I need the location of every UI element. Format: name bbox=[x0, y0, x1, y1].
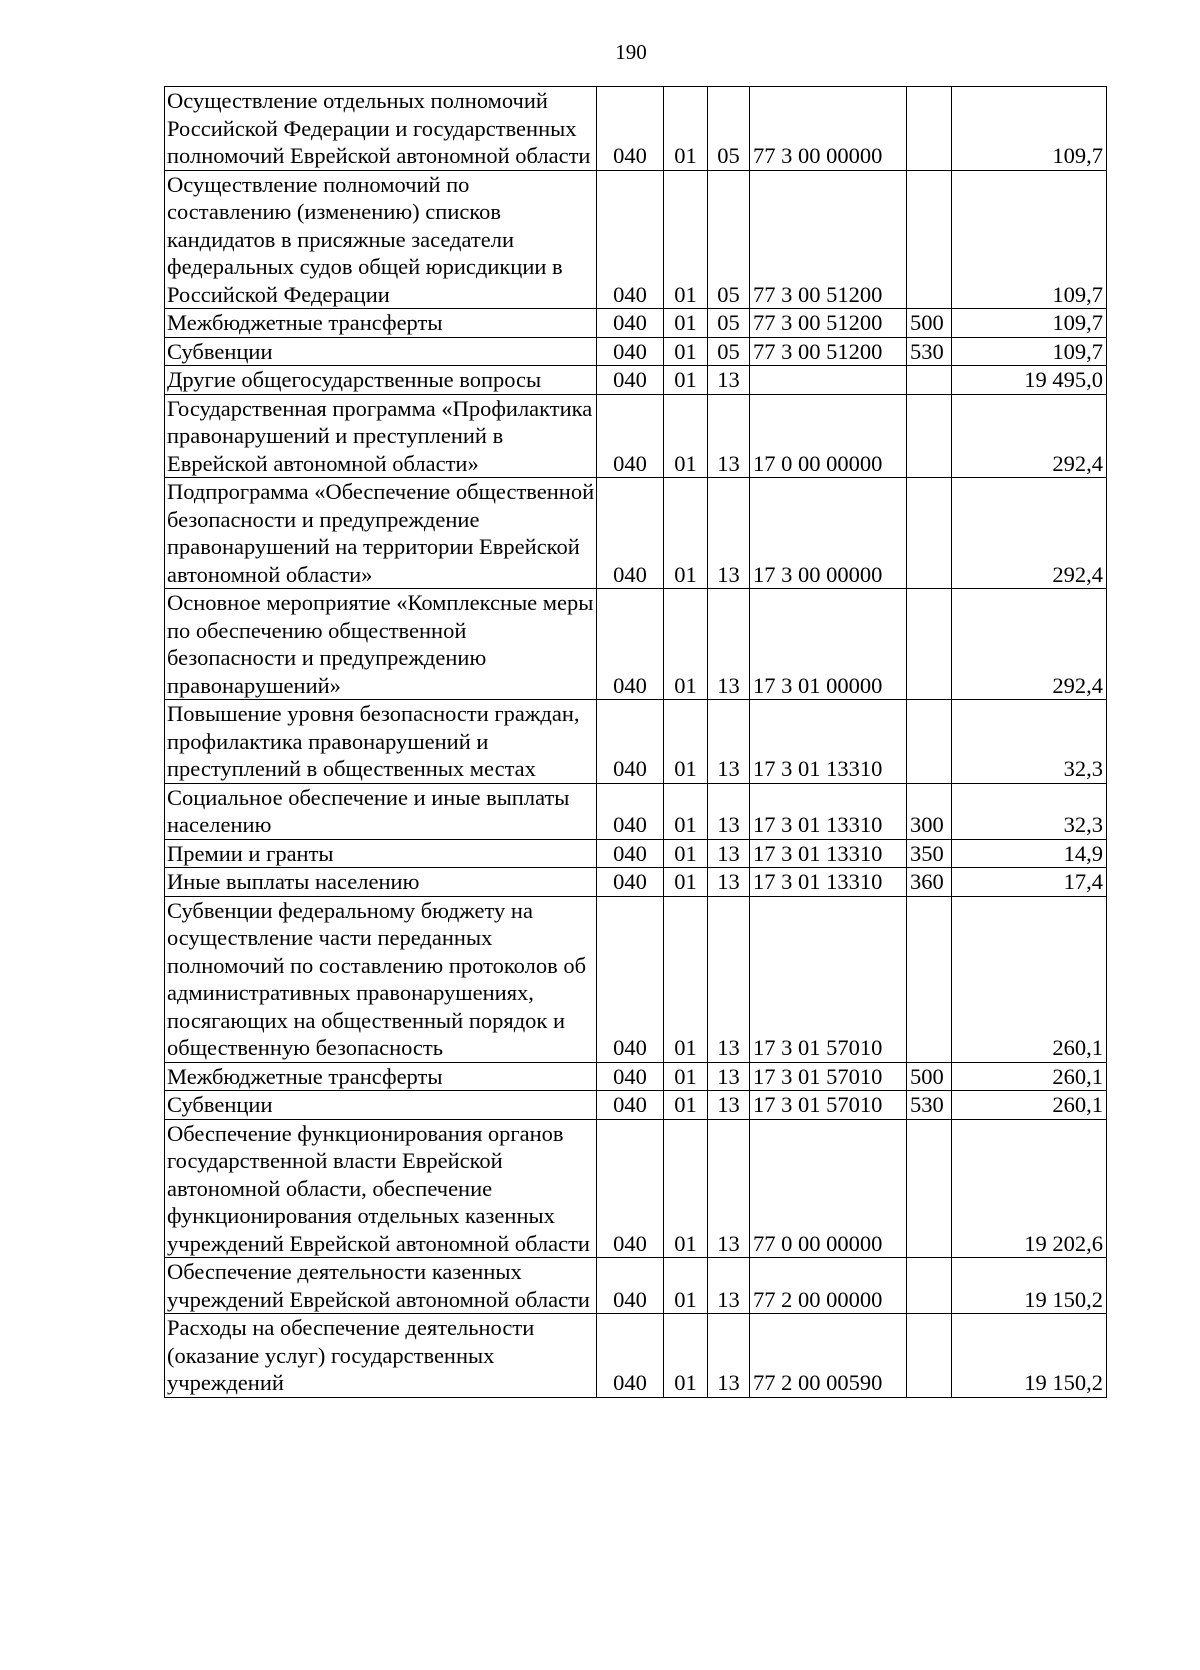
expense-kind-cell: 350 bbox=[907, 839, 952, 868]
expense-kind-cell: 360 bbox=[907, 868, 952, 897]
expense-kind-cell bbox=[907, 1314, 952, 1398]
expense-kind-cell bbox=[907, 896, 952, 1062]
table-row bbox=[165, 1314, 1107, 1398]
ministry-code-cell: 040 bbox=[597, 478, 664, 589]
section-cell: 01 bbox=[664, 366, 708, 395]
ministry-code-cell: 040 bbox=[597, 1119, 664, 1258]
table-row bbox=[165, 839, 1107, 868]
section-cell: 01 bbox=[664, 896, 708, 1062]
subsection-cell: 13 bbox=[708, 896, 750, 1062]
section-cell: 01 bbox=[664, 839, 708, 868]
ministry-code-cell: 040 bbox=[597, 896, 664, 1062]
expense-name-cell: Иные выплаты населению bbox=[165, 868, 597, 897]
ministry-code-cell: 040 bbox=[597, 170, 664, 309]
subsection-cell: 13 bbox=[708, 1119, 750, 1258]
target-article-cell: 77 3 00 51200 bbox=[750, 170, 907, 309]
table-row bbox=[165, 478, 1107, 589]
expense-name-cell: Подпрограмма «Обеспечение общественной безопасности и предупреждение правонарушений на территории Еврейской автономной области» bbox=[165, 478, 597, 589]
table-row bbox=[165, 394, 1107, 478]
target-article-cell: 17 3 01 57010 bbox=[750, 1091, 907, 1120]
amount-cell: 109,7 bbox=[952, 309, 1107, 338]
table-row bbox=[165, 700, 1107, 784]
expense-name-cell: Межбюджетные трансферты bbox=[165, 309, 597, 338]
amount-cell: 19 150,2 bbox=[952, 1258, 1107, 1314]
ministry-code-cell: 040 bbox=[597, 366, 664, 395]
expense-kind-cell: 300 bbox=[907, 783, 952, 839]
amount-cell: 17,4 bbox=[952, 868, 1107, 897]
section-cell: 01 bbox=[664, 309, 708, 338]
target-article-cell: 17 0 00 00000 bbox=[750, 394, 907, 478]
expense-kind-cell bbox=[907, 1119, 952, 1258]
section-cell: 01 bbox=[664, 1314, 708, 1398]
ministry-code-cell: 040 bbox=[597, 87, 664, 171]
subsection-cell: 13 bbox=[708, 1258, 750, 1314]
expense-kind-cell bbox=[907, 1258, 952, 1314]
ministry-code-cell: 040 bbox=[597, 1314, 664, 1398]
subsection-cell: 13 bbox=[708, 1091, 750, 1120]
expense-kind-cell bbox=[907, 87, 952, 171]
expense-kind-cell: 500 bbox=[907, 1062, 952, 1091]
target-article-cell: 17 3 01 13310 bbox=[750, 783, 907, 839]
expense-name-cell: Субвенции bbox=[165, 1091, 597, 1120]
section-cell: 01 bbox=[664, 394, 708, 478]
ministry-code-cell: 040 bbox=[597, 700, 664, 784]
subsection-cell: 05 bbox=[708, 170, 750, 309]
section-cell: 01 bbox=[664, 700, 708, 784]
amount-cell: 19 495,0 bbox=[952, 366, 1107, 395]
ministry-code-cell: 040 bbox=[597, 1258, 664, 1314]
target-article-cell bbox=[750, 366, 907, 395]
expense-name-cell: Осуществление полномочий по составлению (изменению) списков кандидатов в присяжные заседатели федеральных судов общей юрисдикции в Российской Федерации bbox=[165, 170, 597, 309]
section-cell: 01 bbox=[664, 589, 708, 700]
ministry-code-cell: 040 bbox=[597, 783, 664, 839]
ministry-code-cell: 040 bbox=[597, 309, 664, 338]
amount-cell: 14,9 bbox=[952, 839, 1107, 868]
expense-name-cell: Обеспечение функционирования органов государственной власти Еврейской автономной области, обеспечение функционирования отдельных казенных учреждений Еврейской автономной области bbox=[165, 1119, 597, 1258]
subsection-cell: 13 bbox=[708, 1062, 750, 1091]
section-cell: 01 bbox=[664, 868, 708, 897]
expense-kind-cell bbox=[907, 700, 952, 784]
table-row bbox=[165, 896, 1107, 1062]
amount-cell: 109,7 bbox=[952, 337, 1107, 366]
amount-cell: 32,3 bbox=[952, 783, 1107, 839]
subsection-cell: 13 bbox=[708, 478, 750, 589]
table-row bbox=[165, 87, 1107, 171]
expense-name-cell: Повышение уровня безопасности граждан, профилактика правонарушений и преступлений в общественных местах bbox=[165, 700, 597, 784]
target-article-cell: 17 3 01 13310 bbox=[750, 868, 907, 897]
subsection-cell: 05 bbox=[708, 337, 750, 366]
expense-name-cell: Осуществление отдельных полномочий Российской Федерации и государственных полномочий Еврейской автономной области bbox=[165, 87, 597, 171]
table-row bbox=[165, 1091, 1107, 1120]
table-body bbox=[165, 87, 1107, 1398]
subsection-cell: 13 bbox=[708, 839, 750, 868]
table-row bbox=[165, 1258, 1107, 1314]
ministry-code-cell: 040 bbox=[597, 1091, 664, 1120]
expense-kind-cell: 500 bbox=[907, 309, 952, 338]
ministry-code-cell: 040 bbox=[597, 589, 664, 700]
expense-kind-cell bbox=[907, 394, 952, 478]
target-article-cell: 77 2 00 00590 bbox=[750, 1314, 907, 1398]
amount-cell: 292,4 bbox=[952, 478, 1107, 589]
table-row bbox=[165, 783, 1107, 839]
table-row bbox=[165, 1119, 1107, 1258]
subsection-cell: 13 bbox=[708, 1314, 750, 1398]
budget-table bbox=[164, 86, 1107, 1398]
table-row bbox=[165, 589, 1107, 700]
target-article-cell: 77 3 00 51200 bbox=[750, 309, 907, 338]
subsection-cell: 13 bbox=[708, 366, 750, 395]
expense-name-cell: Субвенции федеральному бюджету на осуществление части переданных полномочий по составлению протоколов об административных правонарушениях, посягающих на общественный порядок и общественную безопасность bbox=[165, 896, 597, 1062]
section-cell: 01 bbox=[664, 337, 708, 366]
amount-cell: 32,3 bbox=[952, 700, 1107, 784]
target-article-cell: 77 3 00 00000 bbox=[750, 87, 907, 171]
section-cell: 01 bbox=[664, 1091, 708, 1120]
section-cell: 01 bbox=[664, 87, 708, 171]
subsection-cell: 13 bbox=[708, 783, 750, 839]
amount-cell: 292,4 bbox=[952, 394, 1107, 478]
target-article-cell: 17 3 01 00000 bbox=[750, 589, 907, 700]
expense-name-cell: Обеспечение деятельности казенных учреждений Еврейской автономной области bbox=[165, 1258, 597, 1314]
table-row bbox=[165, 337, 1107, 366]
page-number: 190 bbox=[615, 40, 647, 64]
section-cell: 01 bbox=[664, 1258, 708, 1314]
subsection-cell: 13 bbox=[708, 868, 750, 897]
expense-kind-cell: 530 bbox=[907, 1091, 952, 1120]
expense-name-cell: Субвенции bbox=[165, 337, 597, 366]
expense-name-cell: Расходы на обеспечение деятельности (оказание услуг) государственных учреждений bbox=[165, 1314, 597, 1398]
target-article-cell: 77 3 00 51200 bbox=[750, 337, 907, 366]
subsection-cell: 13 bbox=[708, 394, 750, 478]
section-cell: 01 bbox=[664, 1062, 708, 1091]
table-row bbox=[165, 366, 1107, 395]
amount-cell: 260,1 bbox=[952, 1062, 1107, 1091]
ministry-code-cell: 040 bbox=[597, 394, 664, 478]
expense-name-cell: Премии и гранты bbox=[165, 839, 597, 868]
expense-name-cell: Другие общегосударственные вопросы bbox=[165, 366, 597, 395]
amount-cell: 19 150,2 bbox=[952, 1314, 1107, 1398]
target-article-cell: 17 3 00 00000 bbox=[750, 478, 907, 589]
section-cell: 01 bbox=[664, 783, 708, 839]
target-article-cell: 77 2 00 00000 bbox=[750, 1258, 907, 1314]
section-cell: 01 bbox=[664, 478, 708, 589]
target-article-cell: 17 3 01 57010 bbox=[750, 896, 907, 1062]
expense-kind-cell bbox=[907, 170, 952, 309]
target-article-cell: 17 3 01 13310 bbox=[750, 839, 907, 868]
ministry-code-cell: 040 bbox=[597, 337, 664, 366]
amount-cell: 292,4 bbox=[952, 589, 1107, 700]
ministry-code-cell: 040 bbox=[597, 839, 664, 868]
target-article-cell: 17 3 01 57010 bbox=[750, 1062, 907, 1091]
expense-name-cell: Основное мероприятие «Комплексные меры по обеспечению общественной безопасности и предупреждению правонарушений» bbox=[165, 589, 597, 700]
target-article-cell: 77 0 00 00000 bbox=[750, 1119, 907, 1258]
subsection-cell: 05 bbox=[708, 87, 750, 171]
amount-cell: 260,1 bbox=[952, 896, 1107, 1062]
table-row bbox=[165, 1062, 1107, 1091]
subsection-cell: 13 bbox=[708, 589, 750, 700]
ministry-code-cell: 040 bbox=[597, 868, 664, 897]
table-row bbox=[165, 868, 1107, 897]
ministry-code-cell: 040 bbox=[597, 1062, 664, 1091]
expense-name-cell: Социальное обеспечение и иные выплаты населению bbox=[165, 783, 597, 839]
section-cell: 01 bbox=[664, 170, 708, 309]
amount-cell: 19 202,6 bbox=[952, 1119, 1107, 1258]
table-row bbox=[165, 309, 1107, 338]
section-cell: 01 bbox=[664, 1119, 708, 1258]
expense-kind-cell bbox=[907, 366, 952, 395]
expense-kind-cell bbox=[907, 478, 952, 589]
subsection-cell: 13 bbox=[708, 700, 750, 784]
subsection-cell: 05 bbox=[708, 309, 750, 338]
amount-cell: 260,1 bbox=[952, 1091, 1107, 1120]
table-row bbox=[165, 170, 1107, 309]
amount-cell: 109,7 bbox=[952, 170, 1107, 309]
expense-kind-cell bbox=[907, 589, 952, 700]
target-article-cell: 17 3 01 13310 bbox=[750, 700, 907, 784]
expense-name-cell: Государственная программа «Профилактика правонарушений и преступлений в Еврейской автономной области» bbox=[165, 394, 597, 478]
amount-cell: 109,7 bbox=[952, 87, 1107, 171]
expense-kind-cell: 530 bbox=[907, 337, 952, 366]
expense-name-cell: Межбюджетные трансферты bbox=[165, 1062, 597, 1091]
